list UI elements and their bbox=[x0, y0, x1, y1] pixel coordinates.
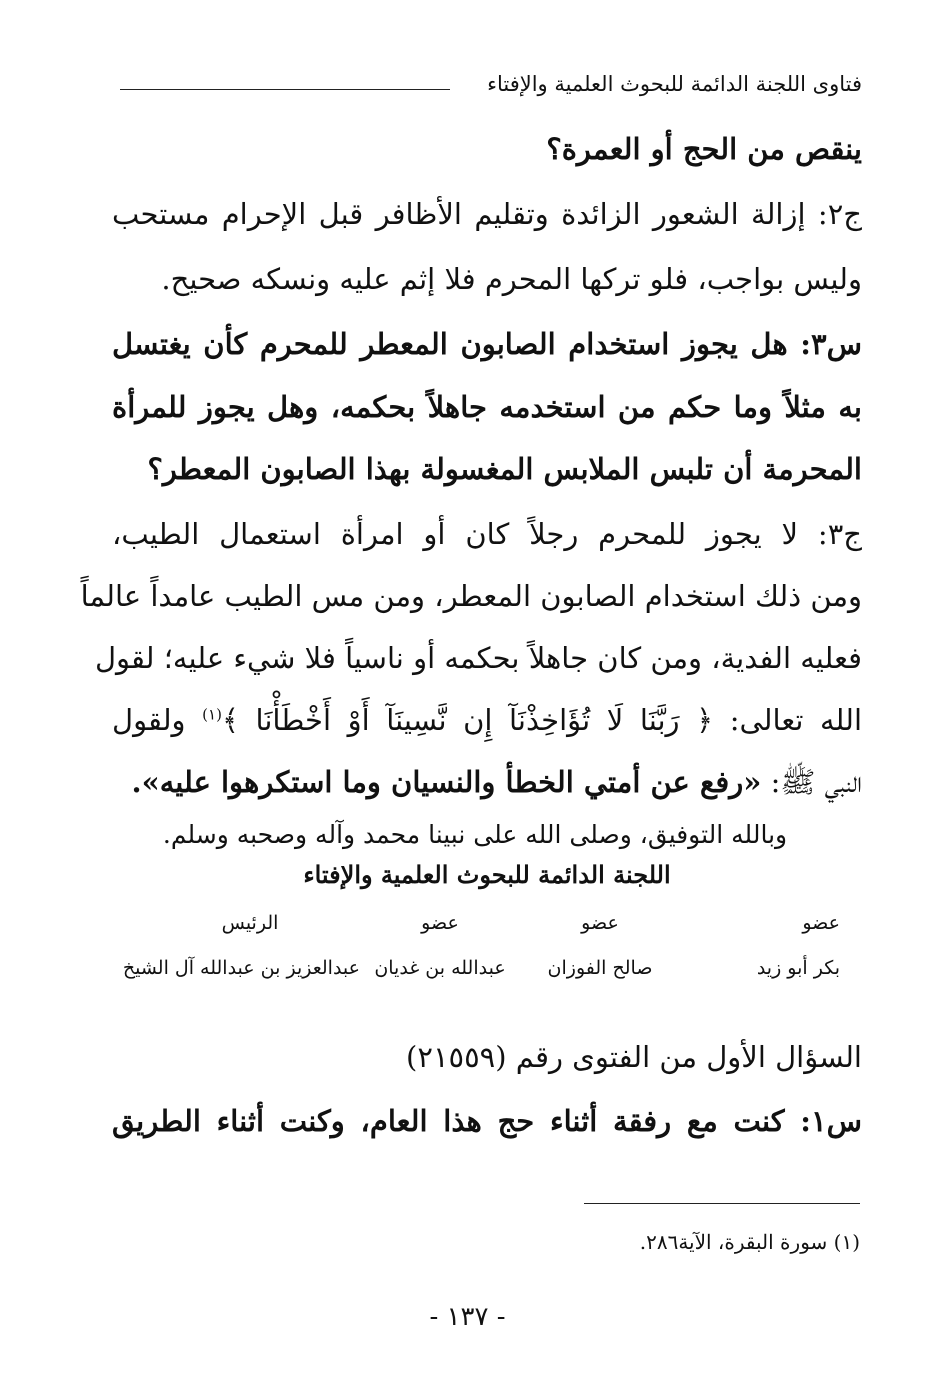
question-line: س١: كنت مع رفقة أثناء حج هذا العام، وكنت أثناء الطريق bbox=[112, 1104, 862, 1138]
body-line-10-end: ولقول bbox=[112, 703, 186, 737]
quran-verse: الله تعالى: ﴿ رَبَّنَا لَا تُؤَاخِذْنَآ إِن نَّسِينَآ أَوْ أَخْطَأْنَا ﴾ bbox=[221, 703, 863, 737]
name-member-1: بكر أبو زيد bbox=[756, 957, 840, 979]
role-member-1: عضو bbox=[802, 912, 840, 934]
committee-title: اللجنة الدائمة للبحوث العلمية والإفتاء bbox=[303, 860, 671, 889]
hadith-intro: النبي ﷺ: bbox=[770, 765, 862, 799]
body-line-6: المحرمة أن تلبس الملابس المغسولة بهذا الصابون المعطر؟ bbox=[147, 452, 862, 486]
body-line-8: ومن ذلك استخدام الصابون المعطر، ومن مس الطيب عامداً عالماً bbox=[80, 579, 862, 613]
role-chairman: الرئيس bbox=[221, 912, 279, 934]
body-line-4: س٣: هل يجوز استخدام الصابون المعطر للمحرم كأن يغتسل bbox=[112, 327, 862, 361]
signatory-names bbox=[122, 957, 840, 979]
running-header bbox=[120, 72, 862, 108]
name-member-3: عبدالله بن غديان bbox=[374, 957, 506, 979]
body-line-3: وليس بواجب، فلو تركها المحرم فلا إثم عليه ونسكه صحيح. bbox=[161, 262, 862, 296]
body-line-10 bbox=[112, 703, 862, 737]
footnote-rule bbox=[584, 1203, 860, 1204]
closing-line: وبالله التوفيق، وصلى الله على نبينا محمد وآله وصحبه وسلم. bbox=[162, 820, 788, 849]
header-rule bbox=[120, 89, 450, 90]
footnote-ref[interactable]: (١) bbox=[202, 705, 222, 724]
footnote: (١) سورة البقرة، الآية٢٨٦. bbox=[639, 1230, 860, 1254]
body-line-11 bbox=[112, 765, 862, 807]
role-member-3: عضو bbox=[421, 912, 459, 934]
signatory-roles bbox=[140, 912, 840, 934]
body-line-7: ج٣: لا يجوز للمحرم رجلاً كان أو امرأة استعمال الطيب، bbox=[112, 517, 862, 551]
body-line-5: به مثلاً وما حكم من استخدمه جاهلاً بحكمه، وهل يجوز للمرأة bbox=[112, 390, 862, 424]
hadith-text: «رفع عن أمتي الخطأ والنسيان وما استكرهوا عليه». bbox=[131, 765, 762, 799]
header-title: فتاوى اللجنة الدائمة للبحوث العلمية والإفتاء bbox=[487, 72, 862, 96]
body-line-2: ج٢: إزالة الشعور الزائدة وتقليم الأظافر قبل الإحرام مستحب bbox=[112, 197, 862, 231]
role-member-2: عضو bbox=[581, 912, 619, 934]
name-member-2: صالح الفوزان bbox=[547, 957, 653, 979]
fatwa-heading: السؤال الأول من الفتوى رقم (٢١٥٥٩) bbox=[406, 1040, 862, 1074]
name-chairman: عبدالعزيز بن عبدالله آل الشيخ bbox=[122, 957, 360, 979]
body-line-9: فعليه الفدية، ومن كان جاهلاً بحكمه أو ناسياً فلا شيء عليه؛ لقول bbox=[94, 641, 862, 675]
page-number: - ١٣٧ - bbox=[429, 1302, 506, 1332]
body-line-1: ينقص من الحج أو العمرة؟ bbox=[546, 132, 862, 166]
